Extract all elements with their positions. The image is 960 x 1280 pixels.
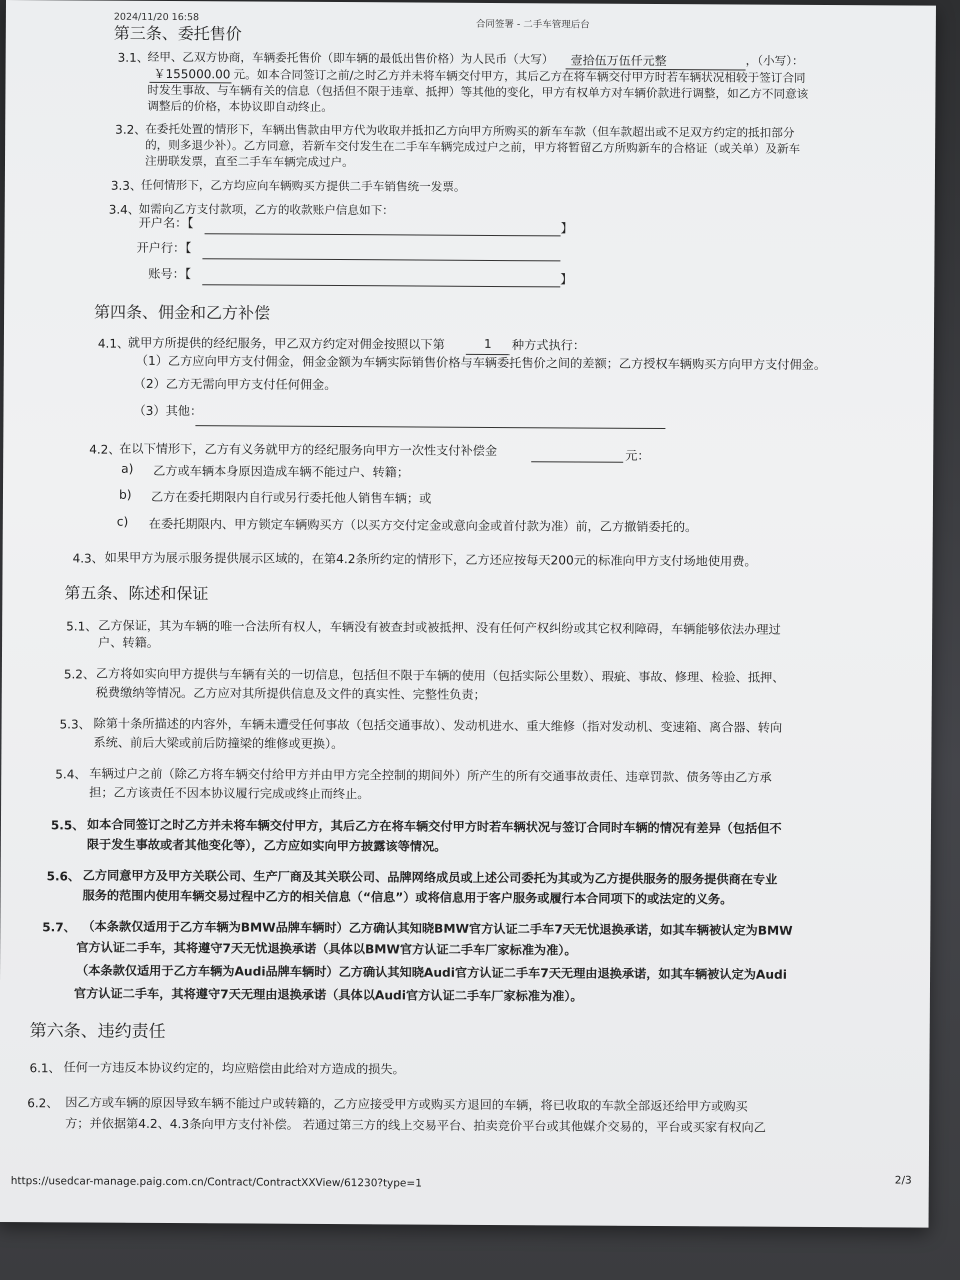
- clause-5-5-line-1: 如本合同签订之时乙方并未将车辆交付甲方，其后乙方在将车辆交付甲方时若车辆状况与签订合同时车辆的情况有差异（包括但不: [86, 817, 782, 836]
- section-4-heading: 第四条、佣金和乙方补偿: [94, 302, 271, 323]
- commission-option-3: （3）其他：: [133, 403, 203, 419]
- clause-5-2-number: 5.2、: [63, 667, 96, 682]
- clause-5-5-line-2: 限于发生事故或者其他变化等），乙方应如实向甲方披露该等情况。: [86, 837, 447, 854]
- clause-4-2-line-1: 在以下情形下，乙方有义务就甲方的经纪服务向甲方一次性支付补偿金: [119, 441, 498, 459]
- clause-3-1-line-2: 元。如本合同签订之前/之时乙方并未将车辆交付甲方，其后乙方在将车辆交付甲方时若车辆状况相较于签订合同: [233, 67, 806, 85]
- commission-option-value: 1: [484, 336, 492, 351]
- clause-6-2-line-2: 方；并依据第4.2、4.3条向甲方支付补偿。 若通过第三方的线上交易平台、拍卖竞价平台或其他媒介交易的，平台或买家有权向乙: [65, 1116, 766, 1135]
- clause-3-4-line-1: 如需向乙方支付款项，乙方的收款账户信息如下：: [138, 201, 394, 218]
- bank-label: 开户行：【: [136, 240, 192, 256]
- price-upper-value: 壹拾伍万伍仟元整: [570, 53, 667, 69]
- clause-5-6-line-2: 服务的范围内使用车辆交易过程中乙方的相关信息（“信息”）或将信息用于客户服务或履行本合同项下的或法定的义务。: [82, 888, 733, 907]
- clause-3-1-line-3: 时发生事故、与车辆有关的信息（包括但不限于违章、抵押）等其他的变化，甲方有权单方对车辆价款进行调整，如乙方不同意该: [147, 82, 809, 101]
- clause-4-2-number: 4.2、: [89, 442, 121, 457]
- clause-4-3-number: 4.3、: [72, 551, 104, 566]
- clause-3-1-number: 3.1、: [117, 50, 149, 65]
- clause-3-3-line-1: 任何情形下，乙方均应向车辆购买方提供二手车销售统一发票。: [140, 177, 466, 194]
- clause-4-2-c: 在委托期限内、甲方锁定车辆购买方（以买方交付定金或意向金或首付款为准）前，乙方撤销委托的。: [148, 516, 698, 535]
- account-number-close: 】: [560, 272, 573, 287]
- section-3-heading: 第三条、委托售价: [113, 23, 242, 44]
- bank-line: [202, 258, 560, 261]
- clause-3-1-line-1b: ，（小写）：: [745, 53, 804, 68]
- section-6-heading: 第六条、违约责任: [29, 1021, 166, 1042]
- clause-4-2-b-marker: b): [118, 487, 132, 502]
- clause-4-3-line-1: 如果甲方为展示服务提供展示区域的，在第4.2条所约定的情形下，乙方还应按每天200元的标准向甲方支付场地使用费。: [104, 550, 757, 569]
- clause-3-2-line-1: 在委托处置的情形下，车辆出售款由甲方代为收取并抵扣乙方向甲方所购买的新车车款（但车款超出或不足双方约定的抵扣部分: [145, 121, 795, 140]
- clause-5-7-line-3: （本条款仅适用于乙方车辆为Audi品牌车辆时）乙方确认其知晓Audi官方认证二手车7天无理由退换承诺，如其车辆被认定为Audi: [76, 963, 787, 982]
- clause-5-4-line-2: 担；乙方该责任不因本协议履行完成或终止而终止。: [89, 785, 370, 802]
- compensation-amount-line: [531, 461, 623, 463]
- clause-3-3-number: 3.3、: [110, 178, 143, 193]
- clause-5-7-number: 5.7、: [42, 920, 76, 935]
- clause-3-2-number: 3.2、: [115, 122, 147, 137]
- clause-3-4-number: 3.4、: [108, 202, 140, 217]
- clause-5-6-line-1: 乙方同意甲方及甲方关联公司、生产厂商及其关联公司、品牌网络成员或上述公司委托为其或为乙方提供服务的服务提供商在专业: [82, 868, 778, 887]
- clause-5-2-line-2: 税费缴纳等情况。乙方应对其所提供信息及文件的真实性、完整性负责；: [95, 685, 486, 702]
- commission-option-1: （1）乙方应向甲方支付佣金，佣金金额为车辆实际销售价格与车辆委托售价之间的差额；乙方授权车辆购买方向甲方支付佣金。: [135, 353, 827, 373]
- clause-5-6-number: 5.6、: [46, 869, 80, 884]
- clause-3-2-line-3: 注册联发票，直至二手车车辆完成过户。: [144, 153, 354, 170]
- account-name-close: 】: [560, 221, 573, 236]
- clause-5-4-line-1: 车辆过户之前（除乙方将车辆交付给甲方并由甲方完全控制的期间外）所产生的所有交通事故责任、违章罚款、债务等由乙方承: [89, 766, 772, 785]
- clause-6-2-line-1: 因乙方或车辆的原因导致车辆不能过户或转籍的，乙方应接受甲方或购买方退回的车辆，将已收取的车款全部返还给甲方或购买: [65, 1095, 748, 1114]
- clause-5-7-line-2: 官方认证二手车，其将遵守7天无忧退换承诺（具体以BMW官方认证二手车厂家标准为准）。: [76, 940, 577, 958]
- clause-3-1-line-4: 调整后的价格，本协议即自动终止。: [147, 98, 333, 114]
- clause-6-1-number: 6.1、: [29, 1061, 61, 1076]
- commission-option-2: （2）乙方无需向甲方支付任何佣金。: [133, 376, 337, 393]
- clause-3-1-line-1: 经甲、乙双方协商，车辆委托售价（即车辆的最低出售价格）为人民币（大写）: [147, 49, 554, 67]
- commission-option-3-line: [195, 425, 665, 429]
- clause-5-1-line-2: 户、转籍。: [98, 635, 160, 650]
- price-lower-value: ￥155000.00: [153, 66, 231, 82]
- clause-6-1-line-1: 任何一方违反本协议约定的，均应赔偿由此给对方造成的损失。: [63, 1060, 405, 1077]
- account-name-label: 开户名：【: [138, 215, 194, 231]
- clause-5-1-number: 5.1、: [66, 619, 98, 634]
- compensation-unit: 元：: [625, 448, 650, 463]
- account-number-label: 账号：【: [148, 266, 192, 282]
- clause-6-2-number: 6.2、: [27, 1096, 59, 1111]
- print-page-title: 合同签署 - 二手车管理后台: [475, 18, 590, 31]
- clause-5-5-number: 5.5、: [50, 818, 85, 833]
- clause-5-4-number: 5.4、: [55, 767, 87, 782]
- section-5-heading: 第五条、陈述和保证: [64, 583, 209, 604]
- clause-4-1-line-1b: 种方式执行：: [511, 338, 586, 353]
- clause-5-1-line-1: 乙方保证，其为车辆的唯一合法所有权人，车辆没有被查封或被抵押、没有任何产权纠纷或其它权利障碍，车辆能够依法办理过: [98, 618, 781, 637]
- clause-4-1-number: 4.1、: [97, 336, 130, 351]
- print-footer-url: https://usedcar-manage.paig.com.cn/Contract/ContractXXView/61230?type=1: [10, 1175, 422, 1190]
- clause-5-3-number: 5.3、: [59, 717, 91, 732]
- clause-5-2-line-1: 乙方将如实向甲方提供与车辆有关的一切信息，包括但不限于车辆的使用（包括实际公里数）、瑕疵、事故、修理、检验、抵押、: [95, 666, 785, 685]
- clause-5-3-line-2: 系统、前后大梁或前后防撞梁的维修或更换）。: [93, 735, 344, 752]
- clause-5-3-line-1: 除第十条所描述的内容外，车辆未遭受任何事故（包括交通事故）、发动机进水、重大维修（指对发动机、变速箱、离合器、转向: [93, 716, 783, 735]
- clause-4-2-c-marker: c): [116, 514, 129, 529]
- clause-5-7-line-1: （本条款仅适用于乙方车辆为BMW品牌车辆时）乙方确认其知晓BMW官方认证二手车7天无忧退换承诺，如其车辆被认定为BMW: [82, 919, 793, 938]
- clause-3-2-line-2: 的，则多退少补）。乙方同意，若新车交付发生在二手车车辆完成过户之前，甲方将暂留乙方所购新车的合格证（或关单）及新车: [145, 137, 801, 156]
- clause-5-7-line-4: 官方认证二手车，其将遵守7天无理由退换承诺（具体以Audi官方认证二手车厂家标准为准）。: [73, 986, 583, 1004]
- account-number-line: [202, 284, 560, 287]
- account-name-line: [205, 233, 561, 236]
- print-datetime: 2024/11/20 16:58: [113, 11, 200, 24]
- clause-4-2-a: 乙方或车辆本身原因造成车辆不能过户、转籍；: [153, 463, 410, 480]
- clause-4-2-b: 乙方在委托期限内自行或另行委托他人销售车辆；或: [150, 489, 432, 506]
- clause-4-2-a-marker: a): [121, 461, 134, 476]
- clause-4-1-line-1a: 就甲方所提供的经纪服务，甲乙双方约定对佣金按照以下第: [127, 335, 445, 352]
- print-page-number: 2/3: [894, 1174, 912, 1187]
